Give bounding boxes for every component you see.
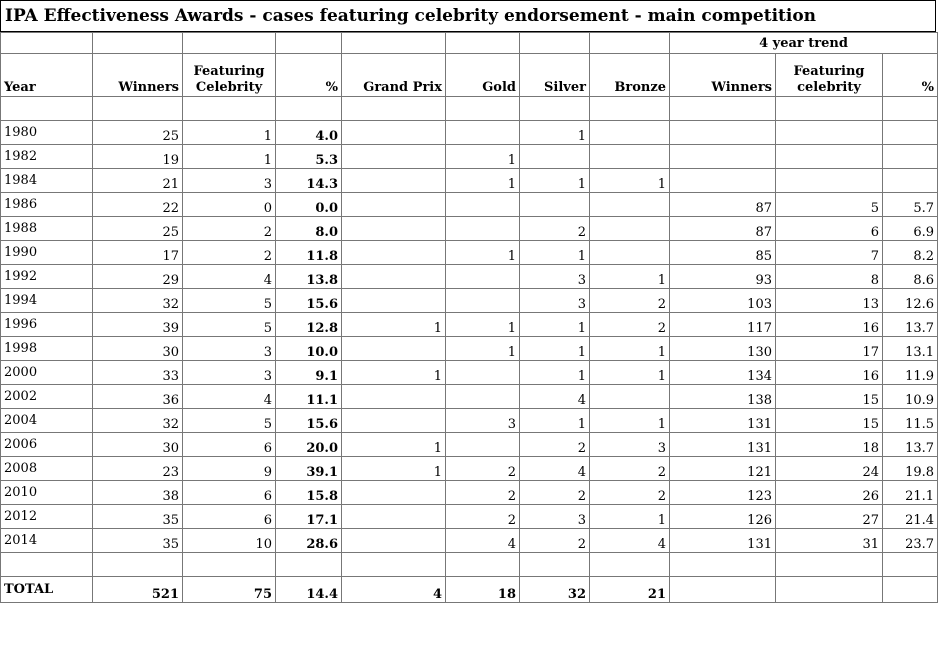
cell-grand-prix (342, 409, 446, 433)
table-row (1, 121, 938, 145)
cell-gold: 1 (446, 241, 520, 265)
cell-trend-featuring-celebrity: 26 (776, 481, 883, 505)
cell-gold: 18 (446, 577, 520, 603)
cell-percent: 0.0 (276, 193, 342, 217)
cell-trend-featuring-celebrity: 24 (776, 457, 883, 481)
cell-grand-prix: 1 (342, 361, 446, 385)
cell-percent: 15.8 (276, 481, 342, 505)
cell-gold (446, 121, 520, 145)
cell-trend-percent: 12.6 (883, 289, 938, 313)
cell-year: 1986 (1, 193, 93, 217)
cell-featuring-celebrity: 2 (183, 241, 276, 265)
header-bronze: Bronze (590, 54, 670, 97)
cell-trend-winners: 87 (670, 217, 776, 241)
cell-bronze (590, 121, 670, 145)
cell-percent: 20.0 (276, 433, 342, 457)
cell-trend-winners (670, 121, 776, 145)
cell-trend-percent: 13.7 (883, 433, 938, 457)
cell-gold (446, 289, 520, 313)
cell-year: 2004 (1, 409, 93, 433)
cell-bronze: 1 (590, 409, 670, 433)
cell-gold: 1 (446, 145, 520, 169)
page-title: IPA Effectiveness Awards - cases featuring celebrity endorsement - main competition (0, 0, 936, 32)
cell-trend-winners: 123 (670, 481, 776, 505)
cell-trend-featuring-celebrity (776, 145, 883, 169)
cell-trend-featuring-celebrity (776, 169, 883, 193)
cell-winners: 25 (93, 217, 183, 241)
cell-percent: 15.6 (276, 289, 342, 313)
cell-featuring-celebrity: 5 (183, 409, 276, 433)
cell-trend-featuring-celebrity: 16 (776, 313, 883, 337)
cell-featuring-celebrity: 3 (183, 337, 276, 361)
cell-bronze: 2 (590, 313, 670, 337)
cell-trend-featuring-celebrity: 15 (776, 385, 883, 409)
cell-silver: 2 (520, 433, 590, 457)
cell-winners: 32 (93, 409, 183, 433)
cell-trend-featuring-celebrity: 5 (776, 193, 883, 217)
cell-silver (520, 145, 590, 169)
cell-gold: 1 (446, 169, 520, 193)
cell-percent: 15.6 (276, 409, 342, 433)
cell-bronze: 4 (590, 529, 670, 553)
cell-winners: 29 (93, 265, 183, 289)
spacer-row (1, 97, 938, 121)
cell-winners: 33 (93, 361, 183, 385)
cell-winners: 30 (93, 433, 183, 457)
cell-year: 1984 (1, 169, 93, 193)
cell-featuring-celebrity: 5 (183, 313, 276, 337)
cell-percent: 10.0 (276, 337, 342, 361)
cell-trend-winners: 87 (670, 193, 776, 217)
cell-featuring-celebrity: 10 (183, 529, 276, 553)
header-percent: % (276, 54, 342, 97)
cell-grand-prix (342, 193, 446, 217)
cell-trend-percent: 19.8 (883, 457, 938, 481)
trend-header: 4 year trend (670, 33, 938, 54)
cell-gold: 2 (446, 457, 520, 481)
cell-trend-winners: 134 (670, 361, 776, 385)
cell-featuring-celebrity: 3 (183, 169, 276, 193)
cell-grand-prix (342, 145, 446, 169)
column-header-row (1, 54, 938, 97)
cell-bronze: 1 (590, 265, 670, 289)
table-row (1, 505, 938, 529)
cell-bronze: 3 (590, 433, 670, 457)
cell-grand-prix (342, 217, 446, 241)
cell-bronze (590, 385, 670, 409)
cell-trend-percent: 23.7 (883, 529, 938, 553)
cell-bronze: 1 (590, 169, 670, 193)
table-row (1, 313, 938, 337)
cell-year: 2002 (1, 385, 93, 409)
cell-bronze: 1 (590, 337, 670, 361)
cell-trend-winners: 131 (670, 409, 776, 433)
cell-trend-percent: 5.7 (883, 193, 938, 217)
cell-trend-featuring-celebrity: 15 (776, 409, 883, 433)
cell-percent: 14.3 (276, 169, 342, 193)
cell-year: 1992 (1, 265, 93, 289)
cell-silver: 4 (520, 385, 590, 409)
cell-trend-winners: 103 (670, 289, 776, 313)
cell-trend-winners (670, 577, 776, 603)
cell-bronze: 1 (590, 505, 670, 529)
cell-grand-prix (342, 169, 446, 193)
cell-featuring-celebrity: 4 (183, 385, 276, 409)
cell-year: 2012 (1, 505, 93, 529)
cell-winners: 39 (93, 313, 183, 337)
cell-trend-featuring-celebrity: 16 (776, 361, 883, 385)
cell-grand-prix: 4 (342, 577, 446, 603)
cell-silver: 2 (520, 217, 590, 241)
cell-gold (446, 361, 520, 385)
cell-bronze: 2 (590, 481, 670, 505)
cell-trend-winners: 126 (670, 505, 776, 529)
cell-trend-percent: 11.5 (883, 409, 938, 433)
table-row (1, 337, 938, 361)
table-row (1, 217, 938, 241)
cell-gold: 2 (446, 481, 520, 505)
cell-trend-featuring-celebrity: 6 (776, 217, 883, 241)
total-row (1, 577, 938, 603)
cell-percent: 11.1 (276, 385, 342, 409)
table-row (1, 265, 938, 289)
cell-percent: 14.4 (276, 577, 342, 603)
cell-year: 1988 (1, 217, 93, 241)
cell-winners: 35 (93, 529, 183, 553)
spacer-row (1, 553, 938, 577)
table-row (1, 241, 938, 265)
cell-winners: 19 (93, 145, 183, 169)
cell-grand-prix (342, 385, 446, 409)
cell-winners: 521 (93, 577, 183, 603)
cell-featuring-celebrity: 6 (183, 481, 276, 505)
cell-trend-winners: 131 (670, 433, 776, 457)
cell-silver: 1 (520, 361, 590, 385)
cell-percent: 39.1 (276, 457, 342, 481)
cell-silver: 32 (520, 577, 590, 603)
cell-grand-prix (342, 505, 446, 529)
cell-grand-prix (342, 265, 446, 289)
trend-header-row (1, 33, 938, 54)
table-row (1, 193, 938, 217)
cell-featuring-celebrity: 2 (183, 217, 276, 241)
cell-percent: 12.8 (276, 313, 342, 337)
cell-percent: 13.8 (276, 265, 342, 289)
cell-silver: 1 (520, 313, 590, 337)
cell-grand-prix (342, 337, 446, 361)
cell-silver: 1 (520, 241, 590, 265)
cell-year: 1980 (1, 121, 93, 145)
table-row (1, 145, 938, 169)
table-row (1, 433, 938, 457)
cell-trend-featuring-celebrity: 13 (776, 289, 883, 313)
cell-year: 2010 (1, 481, 93, 505)
cell-year: 2014 (1, 529, 93, 553)
cell-year: 2000 (1, 361, 93, 385)
header-winners: Winners (93, 54, 183, 97)
cell-grand-prix: 1 (342, 433, 446, 457)
cell-winners: 38 (93, 481, 183, 505)
header-gold: Gold (446, 54, 520, 97)
cell-trend-featuring-celebrity: 27 (776, 505, 883, 529)
cell-trend-winners: 138 (670, 385, 776, 409)
cell-bronze (590, 241, 670, 265)
cell-trend-percent: 13.1 (883, 337, 938, 361)
cell-percent: 17.1 (276, 505, 342, 529)
cell-grand-prix (342, 241, 446, 265)
cell-gold: 1 (446, 313, 520, 337)
cell-trend-featuring-celebrity: 31 (776, 529, 883, 553)
cell-silver: 1 (520, 121, 590, 145)
cell-trend-percent (883, 169, 938, 193)
cell-bronze: 21 (590, 577, 670, 603)
cell-grand-prix (342, 289, 446, 313)
cell-trend-percent: 13.7 (883, 313, 938, 337)
cell-year: TOTAL (1, 577, 93, 603)
cell-trend-featuring-celebrity: 17 (776, 337, 883, 361)
cell-featuring-celebrity: 9 (183, 457, 276, 481)
header-trend-winners: Winners (670, 54, 776, 97)
cell-percent: 28.6 (276, 529, 342, 553)
table-row (1, 385, 938, 409)
cell-percent: 5.3 (276, 145, 342, 169)
cell-trend-featuring-celebrity: 7 (776, 241, 883, 265)
cell-percent: 4.0 (276, 121, 342, 145)
cell-featuring-celebrity: 1 (183, 121, 276, 145)
cell-percent: 9.1 (276, 361, 342, 385)
cell-gold (446, 265, 520, 289)
header-year: Year (1, 54, 93, 97)
cell-trend-winners: 121 (670, 457, 776, 481)
table-row (1, 481, 938, 505)
table-row (1, 529, 938, 553)
cell-trend-percent: 21.4 (883, 505, 938, 529)
cell-winners: 21 (93, 169, 183, 193)
cell-year: 1982 (1, 145, 93, 169)
cell-featuring-celebrity: 4 (183, 265, 276, 289)
cell-trend-percent (883, 145, 938, 169)
cell-winners: 36 (93, 385, 183, 409)
cell-silver: 2 (520, 481, 590, 505)
header-trend-percent: % (883, 54, 938, 97)
cell-trend-winners: 117 (670, 313, 776, 337)
cell-trend-percent: 8.6 (883, 265, 938, 289)
cell-silver: 1 (520, 169, 590, 193)
cell-bronze (590, 217, 670, 241)
header-silver: Silver (520, 54, 590, 97)
cell-featuring-celebrity: 1 (183, 145, 276, 169)
table-row (1, 289, 938, 313)
cell-grand-prix: 1 (342, 313, 446, 337)
cell-winners: 25 (93, 121, 183, 145)
cell-trend-percent (883, 121, 938, 145)
cell-bronze: 1 (590, 361, 670, 385)
cell-grand-prix (342, 481, 446, 505)
cell-trend-percent (883, 577, 938, 603)
cell-trend-winners: 130 (670, 337, 776, 361)
cell-trend-featuring-celebrity: 8 (776, 265, 883, 289)
cell-winners: 23 (93, 457, 183, 481)
cell-gold (446, 217, 520, 241)
cell-bronze (590, 193, 670, 217)
cell-bronze (590, 145, 670, 169)
cell-featuring-celebrity: 75 (183, 577, 276, 603)
table-row (1, 457, 938, 481)
cell-grand-prix (342, 121, 446, 145)
cell-grand-prix (342, 529, 446, 553)
cell-winners: 17 (93, 241, 183, 265)
cell-featuring-celebrity: 0 (183, 193, 276, 217)
cell-trend-featuring-celebrity (776, 577, 883, 603)
cell-trend-percent: 8.2 (883, 241, 938, 265)
cell-trend-winners: 93 (670, 265, 776, 289)
table-row (1, 409, 938, 433)
cell-gold: 4 (446, 529, 520, 553)
cell-year: 1998 (1, 337, 93, 361)
cell-grand-prix: 1 (342, 457, 446, 481)
table-row (1, 169, 938, 193)
cell-trend-winners (670, 169, 776, 193)
cell-silver: 4 (520, 457, 590, 481)
header-trend-featuring-celebrity: Featuring celebrity (776, 54, 883, 97)
cell-trend-featuring-celebrity: 18 (776, 433, 883, 457)
cell-winners: 30 (93, 337, 183, 361)
cell-silver: 3 (520, 505, 590, 529)
cell-year: 1996 (1, 313, 93, 337)
cell-percent: 8.0 (276, 217, 342, 241)
awards-table (0, 32, 938, 603)
cell-gold: 1 (446, 337, 520, 361)
cell-gold (446, 193, 520, 217)
cell-gold: 2 (446, 505, 520, 529)
cell-gold (446, 433, 520, 457)
cell-trend-winners (670, 145, 776, 169)
cell-trend-percent: 6.9 (883, 217, 938, 241)
cell-silver: 2 (520, 529, 590, 553)
cell-bronze: 2 (590, 289, 670, 313)
cell-year: 2008 (1, 457, 93, 481)
cell-featuring-celebrity: 5 (183, 289, 276, 313)
cell-silver: 1 (520, 337, 590, 361)
cell-gold (446, 385, 520, 409)
cell-trend-percent: 10.9 (883, 385, 938, 409)
header-featuring-celebrity: Featuring Celebrity (183, 54, 276, 97)
header-grand-prix: Grand Prix (342, 54, 446, 97)
table-row (1, 361, 938, 385)
cell-featuring-celebrity: 3 (183, 361, 276, 385)
cell-silver: 1 (520, 409, 590, 433)
cell-silver: 3 (520, 289, 590, 313)
cell-winners: 32 (93, 289, 183, 313)
cell-silver: 3 (520, 265, 590, 289)
cell-year: 1990 (1, 241, 93, 265)
cell-featuring-celebrity: 6 (183, 505, 276, 529)
cell-winners: 22 (93, 193, 183, 217)
cell-trend-winners: 85 (670, 241, 776, 265)
cell-winners: 35 (93, 505, 183, 529)
cell-silver (520, 193, 590, 217)
cell-bronze: 2 (590, 457, 670, 481)
cell-trend-percent: 11.9 (883, 361, 938, 385)
cell-trend-percent: 21.1 (883, 481, 938, 505)
cell-featuring-celebrity: 6 (183, 433, 276, 457)
cell-percent: 11.8 (276, 241, 342, 265)
cell-gold: 3 (446, 409, 520, 433)
cell-trend-winners: 131 (670, 529, 776, 553)
cell-year: 1994 (1, 289, 93, 313)
cell-trend-featuring-celebrity (776, 121, 883, 145)
cell-year: 2006 (1, 433, 93, 457)
